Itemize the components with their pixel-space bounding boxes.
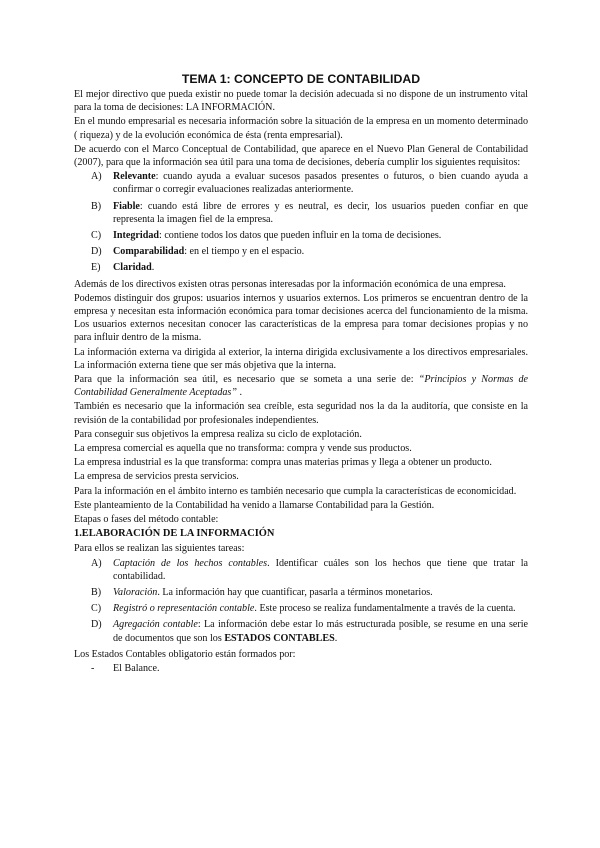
paragraph-auditoria: También es necesario que la información sea creíble, esta seguridad nos la da la auditoría, que consiste en la revisión de la contabilidad por profesionales independientes. [74,401,528,426]
item-term: Agregación contable [113,619,198,631]
item-term: Relevante [113,171,156,183]
paragraph-empresarial: En el mundo empresarial es necesaria información sobre la situación de la empresa en un momento determinado ( riqueza) y de la evolución económica de ésta (renta empresarial). [74,116,528,141]
item-text: El Balance. [113,662,160,674]
paragraph-economicidad: Para la información en el ámbito interno es también necesario que cumpla la características de economicidad. [74,485,517,497]
item-term: Registró o representación contable [113,603,255,615]
list-item: A) Relevante: cuando ayuda a evaluar sucesos pasados presentes o futuros, o bien cuando ayuda a confirmar o corregir evaluaciones realizadas anteriormente. [91,171,528,196]
item-bold: ESTADOS CONTABLES [224,632,335,644]
item-text: : contiene todos los datos que pueden influir en la toma de decisiones. [159,230,442,242]
section-heading: 1.ELABORACIÓN DE LA INFORMACIÓN [74,528,275,540]
list-item: C) Integridad: contiene todos los datos que pueden influir en la toma de decisiones. [91,230,442,242]
list-item: A) Captación de los hechos contables. Identificar cuáles son los hechos que tiene que tratar la contabilidad. [91,557,528,582]
paragraph-externa-interna: La información externa va dirigida al exterior, la interna dirigida exclusivamente a los directivos empresariales. La información externa tiene que ser más objetiva que la interna. [74,346,528,371]
item-text: : La información debe estar lo más estructurada posible, se resume en una serie de documentos que son los [113,619,529,644]
page-title: TEMA 1: CONCEPTO DE CONTABILIDAD [181,72,421,86]
list-item: - El Balance. [91,662,160,674]
item-text: . [151,262,155,274]
item-text: : cuando ayuda a evaluar sucesos pasados presentes o futuros, o bien cuando ayuda a confirmar o corregir evaluaciones realizadas anteriormente. [113,171,528,196]
list-item: C) Registró o representación contable. Este proceso se realiza fundamentalmente a través de la cuenta. [91,603,516,615]
item-term: Captación de los hechos contables [113,557,268,569]
paragraph-usuarios: Podemos distinguir dos grupos: usuarios internos y usuarios externos. Los primeros se encuentran dentro de la empresa y necesitan esta información económica para tomar decisiones acerca del funcionamiento de la misma. Los usuarios externos necesitan conocer las características de la empresa para tomar decisiones propias y no para influir dentro de la misma. [74,292,528,344]
item-term: Fiable [113,200,140,212]
paragraph-marco-conceptual: De acuerdo con el Marco Conceptual de Contabilidad, que aparece en el Nuevo Plan General de Contabilidad (2007), para que la información sea útil para una toma de decisiones, debería cumplir los siguientes requisitos: [74,143,528,169]
paragraph-comercial: La empresa comercial es aquella que no transforma: compra y vende sus productos. [74,443,412,455]
item-text: . La información hay que cuantificar, pasarla a términos monetarios. [157,586,433,598]
tareas-list [74,557,528,645]
paragraph-interesados: Además de los directivos existen otras personas interesadas por la información económica de una empresa. [74,278,506,290]
paragraph-intro: El mejor directivo que pueda existir no puede tomar la decisión adecuada si no dispone de un instrumento vital para la toma de decisiones: LA INFORMACIÓN. [74,89,528,114]
item-text: : cuando está libre de errores y es neutral, es decir, los usuarios pueden confiar en que representa la imagen fiel de la empresa. [113,200,528,225]
estados-list [74,662,528,675]
principios-italic: “Principios y Normas de Contabilidad Generalmente Aceptadas” [74,374,529,399]
list-item: D) Comparabilidad: en el tiempo y en el espacio. [91,246,305,258]
list-item: D) Agregación contable: La información debe estar lo más estructurada posible, se resume en una serie de documentos que son los ESTADOS CONTABLES. [91,619,529,644]
item-term: Integridad [113,230,159,242]
paragraph-industrial: La empresa industrial es la que transforma: compra unas materias primas y llega a obtener un producto. [74,457,492,469]
item-text: . Identificar cuáles son los hechos que tiene que tratar la contabilidad. [113,557,528,582]
item-text: . Este proceso se realiza fundamentalmente a través de la cuenta. [254,603,516,615]
item-text: : en el tiempo y en el espacio. [184,246,305,258]
list-item: B) Valoración. La información hay que cuantificar, pasarla a términos monetarios. [91,586,433,598]
item-term: Comparabilidad [113,246,185,258]
requisitos-list [74,170,528,274]
paragraph-etapas: Etapas o fases del método contable: [74,514,219,526]
paragraph-gestion: Este planteamiento de la Contabilidad ha venido a llamarse Contabilidad para la Gestión. [74,499,435,511]
paragraph-tareas: Para ellos se realizan las siguientes tareas: [74,543,245,555]
item-term: Valoración [113,586,158,598]
paragraph-servicios: La empresa de servicios presta servicios. [74,471,239,483]
list-item: E) Claridad. [91,262,155,274]
paragraph-estados: Los Estados Contables obligatorio están formados por: [74,648,296,660]
list-item: B) Fiable: cuando está libre de errores y es neutral, es decir, los usuarios pueden confiar en que representa la imagen fiel de la empresa. [91,200,528,225]
item-term: Claridad [113,262,152,274]
paragraph-ciclo: Para conseguir sus objetivos la empresa realiza su ciclo de explotación. [74,428,362,440]
paragraph-principios: Para que la información sea útil, es necesario que se someta a una serie de: “Principios y Normas de Contabilidad Generalmente Aceptadas” . [74,374,529,399]
